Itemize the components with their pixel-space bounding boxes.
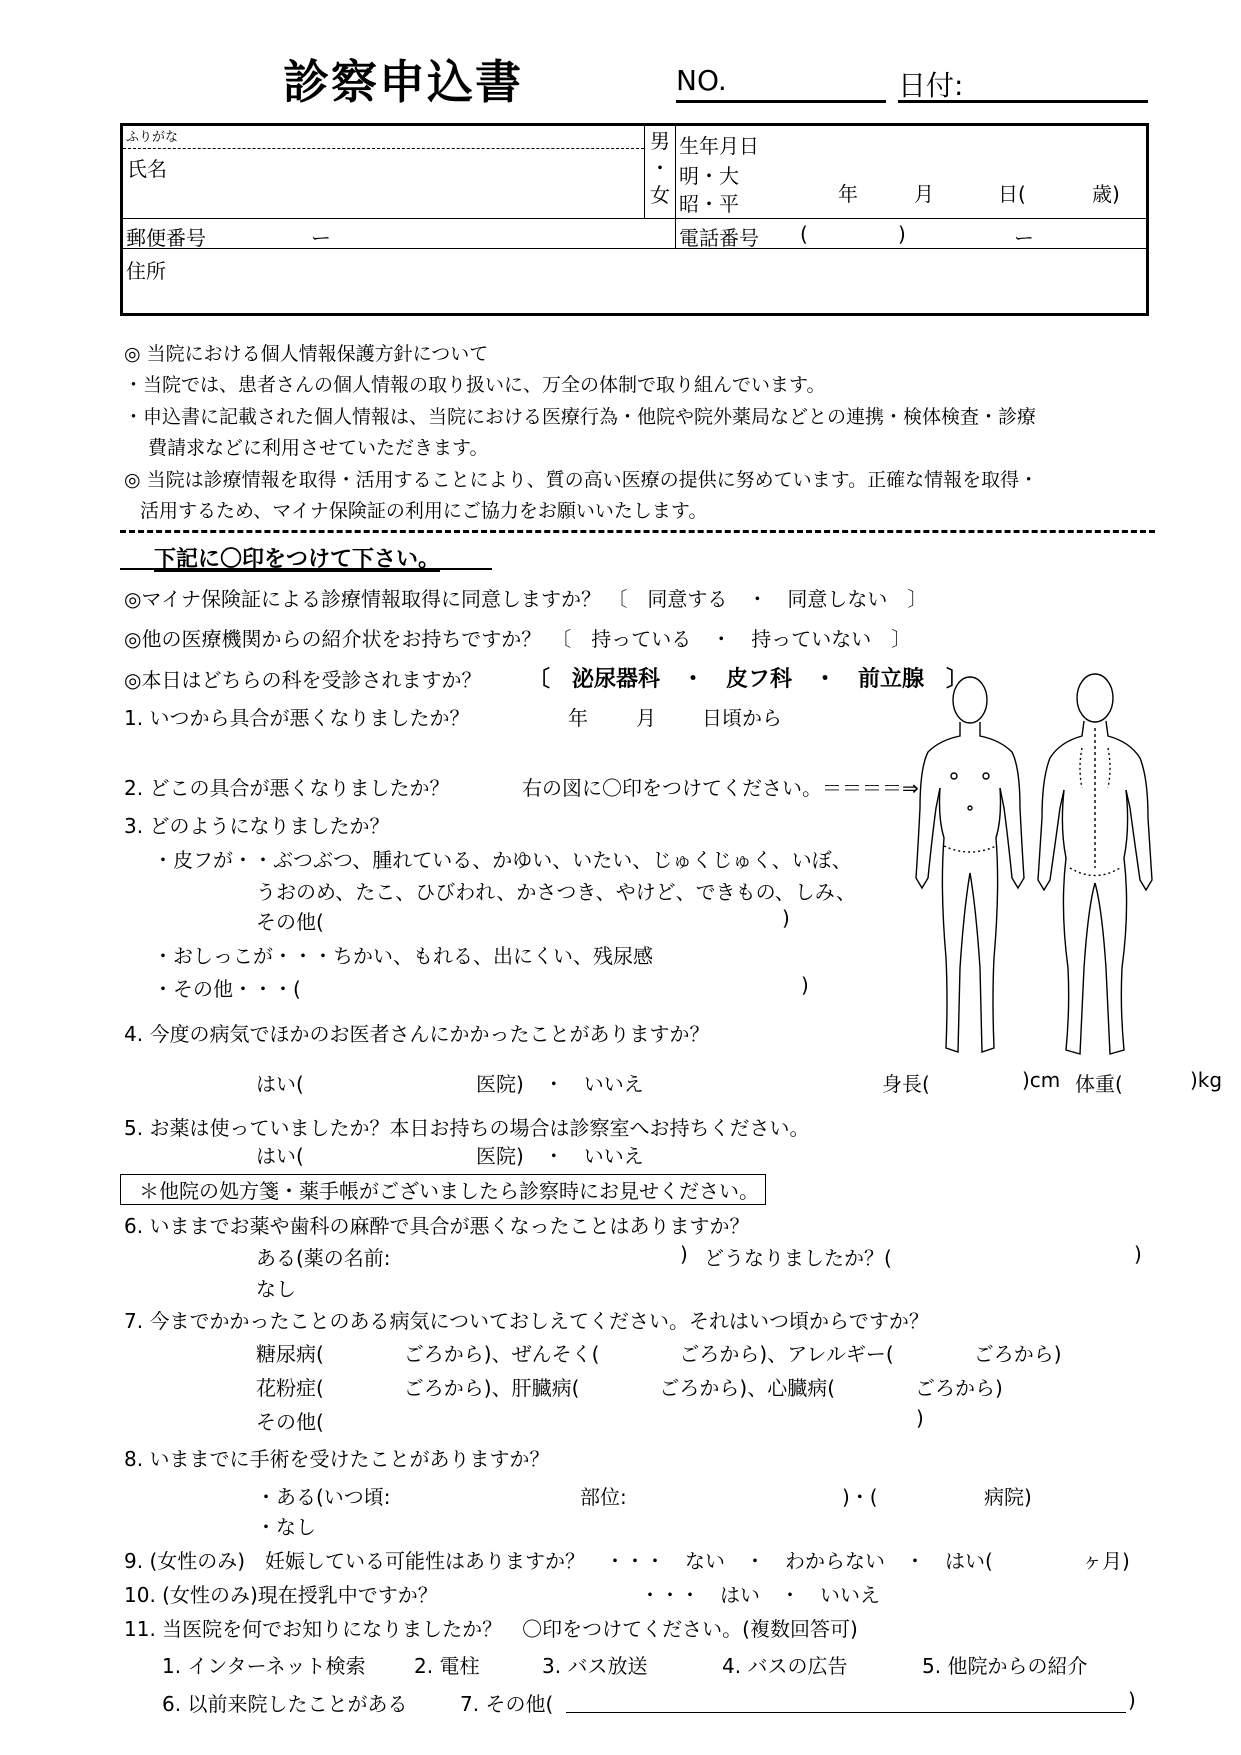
privacy-line-3b: 活用するため、マイナ保険証の利用にご協力をお願いいたします。	[140, 500, 708, 522]
instruction-heading: 下記に〇印をつけて下さい。	[154, 547, 441, 572]
q11-option-7[interactable]: 7. その他(	[460, 1692, 554, 1716]
body-back-figure[interactable]	[1038, 674, 1152, 1054]
form-number-label: NO.	[676, 64, 727, 97]
body-diagram[interactable]	[910, 668, 1160, 1068]
question-10: 10. (女性のみ)現在授乳中ですか？	[124, 1583, 438, 1607]
phone-close-paren: )	[898, 222, 906, 246]
q7-diseases-row-2[interactable]: 花粉症( ごろから)、肝臓病( ごろから)、心臓病( ごろから)	[256, 1376, 1003, 1400]
date-field[interactable]	[898, 64, 1148, 103]
q2-hint: 右の図に〇印をつけてください。＝＝＝＝⇒	[522, 776, 919, 800]
q4-yes[interactable]: はい(	[256, 1072, 304, 1096]
era-showa-heisei[interactable]: 昭・平	[679, 192, 739, 216]
age-label: 歳)	[1092, 182, 1120, 206]
question-8: 8. いままでに手術を受けたことがありますか？	[124, 1447, 550, 1471]
q8-yes-when[interactable]: ・ある(いつ頃:	[256, 1485, 391, 1509]
birthdate-label: 生年月日	[679, 134, 759, 158]
q7-other-close: )	[916, 1406, 924, 1430]
question-referral-letter[interactable]: ◎他の医療機関からの紹介状をお持ちですか？ 〔 持っている ・ 持っていない 〕	[124, 627, 912, 651]
q6-what-close: )	[1134, 1242, 1142, 1266]
phone-open-paren: (	[800, 222, 808, 246]
sex-field[interactable]	[645, 125, 676, 219]
privacy-heading: ◎ 当院における個人情報保護方針について	[124, 343, 489, 365]
address-label: 住所	[126, 259, 166, 283]
postal-dash: ー	[311, 226, 331, 250]
form-number-field[interactable]	[676, 64, 886, 103]
q3-skin-other[interactable]: その他(	[256, 910, 324, 934]
privacy-line-3a: ◎ 当院は診療情報を取得・活用することにより、質の高い医療の提供に努めています。正確な情報を取得・	[124, 469, 1039, 491]
department-options[interactable]: 〔 泌尿器科 ・ 皮フ科 ・ 前立腺 〕	[528, 667, 969, 692]
birth-month-label: 月	[914, 182, 934, 206]
question-5: 5. お薬は使っていましたか？本日お持ちの場合は診察室へお持ちください。	[124, 1116, 810, 1140]
birth-year-label: 年	[838, 182, 858, 206]
question-department: ◎本日はどちらの科を受診されますか？	[124, 668, 482, 692]
q4-clinic-no[interactable]: 医院) ・ いいえ	[476, 1072, 644, 1096]
q11-option-7-close: )	[1128, 1688, 1136, 1712]
q11-option-3[interactable]: 3. バス放送	[542, 1654, 648, 1678]
q5-clinic-no[interactable]: 医院) ・ いいえ	[476, 1144, 644, 1168]
page-title: 診察申込書	[283, 55, 523, 109]
q8-part[interactable]: 部位:	[580, 1485, 627, 1509]
body-front-figure[interactable]	[916, 677, 1024, 1052]
date-label: 日付:	[898, 69, 964, 102]
privacy-line-2b: 費請求などに利用させていただきます。	[148, 437, 489, 459]
q1-day[interactable]: 日頃から	[702, 706, 782, 730]
question-9[interactable]: 9. (女性のみ) 妊娠している可能性はありますか？ ・・・ ない ・ わからない ・ はい(	[124, 1549, 993, 1573]
q6-drug-close: )	[680, 1242, 688, 1266]
q11-option-6[interactable]: 6. 以前来院したことがある	[162, 1692, 408, 1716]
birth-day-label: 日(	[998, 182, 1026, 206]
address-field[interactable]	[122, 249, 1148, 315]
q3-skin-options-2[interactable]: うおのめ、たこ、ひびわれ、かさつき、やけど、できもの、しみ、	[256, 880, 856, 904]
birthdate-field[interactable]	[676, 125, 1148, 219]
phone-field[interactable]	[676, 219, 1148, 249]
question-7: 7. 今までかかったことのある病気についておしえてください。それはいつ頃からですか？	[124, 1309, 929, 1333]
era-meiji-taisho[interactable]: 明・大	[679, 164, 739, 188]
q3-other-close: )	[801, 973, 809, 997]
sex-female-option[interactable]: 女	[650, 183, 670, 207]
q7-diseases-row-1[interactable]: 糖尿病( ごろから)、ぜんそく( ごろから)、アレルギー( ごろから)	[256, 1342, 1062, 1366]
section-divider	[120, 530, 1155, 533]
q5-yes[interactable]: はい(	[256, 1144, 304, 1168]
question-myna-consent[interactable]: ◎マイナ保険証による診療情報取得に同意しますか？ 〔 同意する ・ 同意しない 〕	[124, 587, 928, 611]
q6-what-happened[interactable]: どうなりましたか？(	[704, 1246, 892, 1270]
height-unit: )cm	[1022, 1068, 1061, 1092]
postal-code-field[interactable]	[122, 219, 676, 249]
q11-option-5[interactable]: 5. 他院からの紹介	[922, 1654, 1088, 1678]
sex-male-option[interactable]: 男	[650, 129, 670, 153]
question-6: 6. いままでお薬や歯科の麻酔で具合が悪くなったことはありますか？	[124, 1214, 750, 1238]
height-label[interactable]: 身長(	[882, 1072, 930, 1096]
q10-answers[interactable]: ・・・ はい ・ いいえ	[640, 1583, 880, 1607]
q11-other-underline[interactable]	[566, 1712, 1126, 1713]
furigana-label: ふりがな	[123, 126, 644, 149]
q11-option-1[interactable]: 1. インターネット検索	[162, 1654, 366, 1678]
question-11: 11. 当医院を何でお知りになりましたか？ 〇印をつけてください。(複数回答可)	[124, 1617, 858, 1641]
q3-skin-other-close: )	[782, 906, 790, 930]
q8-hospital[interactable]: 病院)	[984, 1485, 1032, 1509]
weight-unit: )kg	[1190, 1068, 1223, 1092]
question-3: 3. どのようになりましたか？	[124, 814, 390, 838]
q1-month[interactable]: 月	[636, 706, 656, 730]
phone-label: 電話番号	[679, 226, 759, 250]
q3-urine-options[interactable]: ・おしっこが・・・ちかい、もれる、出にくい、残尿感	[153, 944, 653, 968]
q11-option-4[interactable]: 4. バスの広告	[722, 1654, 848, 1678]
name-field[interactable]	[122, 125, 645, 219]
q9-months: ヶ月)	[1082, 1549, 1130, 1573]
instruction-underline	[120, 568, 492, 570]
era-options[interactable]	[676, 159, 1146, 218]
question-4: 4. 今度の病気でほかのお医者さんにかかったことがありますか？	[124, 1022, 710, 1046]
privacy-line-2a: ・申込書に記載された個人情報は、当院における医療行為・他院や院外薬局などとの連携・検体検査・診療	[124, 406, 1037, 428]
prescription-notice: ＊他院の処方箋・薬手帳がございましたら診察時にお見せください。	[120, 1174, 766, 1205]
q8-no[interactable]: ・なし	[256, 1515, 316, 1539]
postal-code-label: 郵便番号	[126, 226, 206, 250]
patient-info-table	[120, 123, 1149, 316]
q6-no[interactable]: なし	[256, 1277, 296, 1301]
question-2: 2. どこの具合が悪くなりましたか？	[124, 776, 450, 800]
q6-yes-drug-name[interactable]: ある(薬の名前:	[256, 1246, 391, 1270]
q8-hospital-open: )・(	[842, 1485, 878, 1509]
q11-option-2[interactable]: 2. 電柱	[414, 1654, 480, 1678]
q3-other[interactable]: ・その他・・・(	[153, 977, 301, 1001]
q3-skin-options-1[interactable]: ・皮フが・・ぶつぶつ、腫れている、かゆい、いたい、じゅくじゅく、いぼ、	[153, 848, 852, 872]
sex-separator: ・	[650, 156, 670, 180]
question-1: 1. いつから具合が悪くなりましたか？	[124, 706, 470, 730]
privacy-line-1: ・当院では、患者さんの個人情報の取り扱いに、万全の体制で取り組んでいます。	[124, 374, 826, 396]
q7-other[interactable]: その他(	[256, 1410, 324, 1434]
q1-year[interactable]: 年	[568, 706, 588, 730]
name-label: 氏名	[127, 157, 167, 181]
weight-label[interactable]: 体重(	[1075, 1072, 1123, 1096]
phone-dash: ー	[1014, 226, 1034, 250]
